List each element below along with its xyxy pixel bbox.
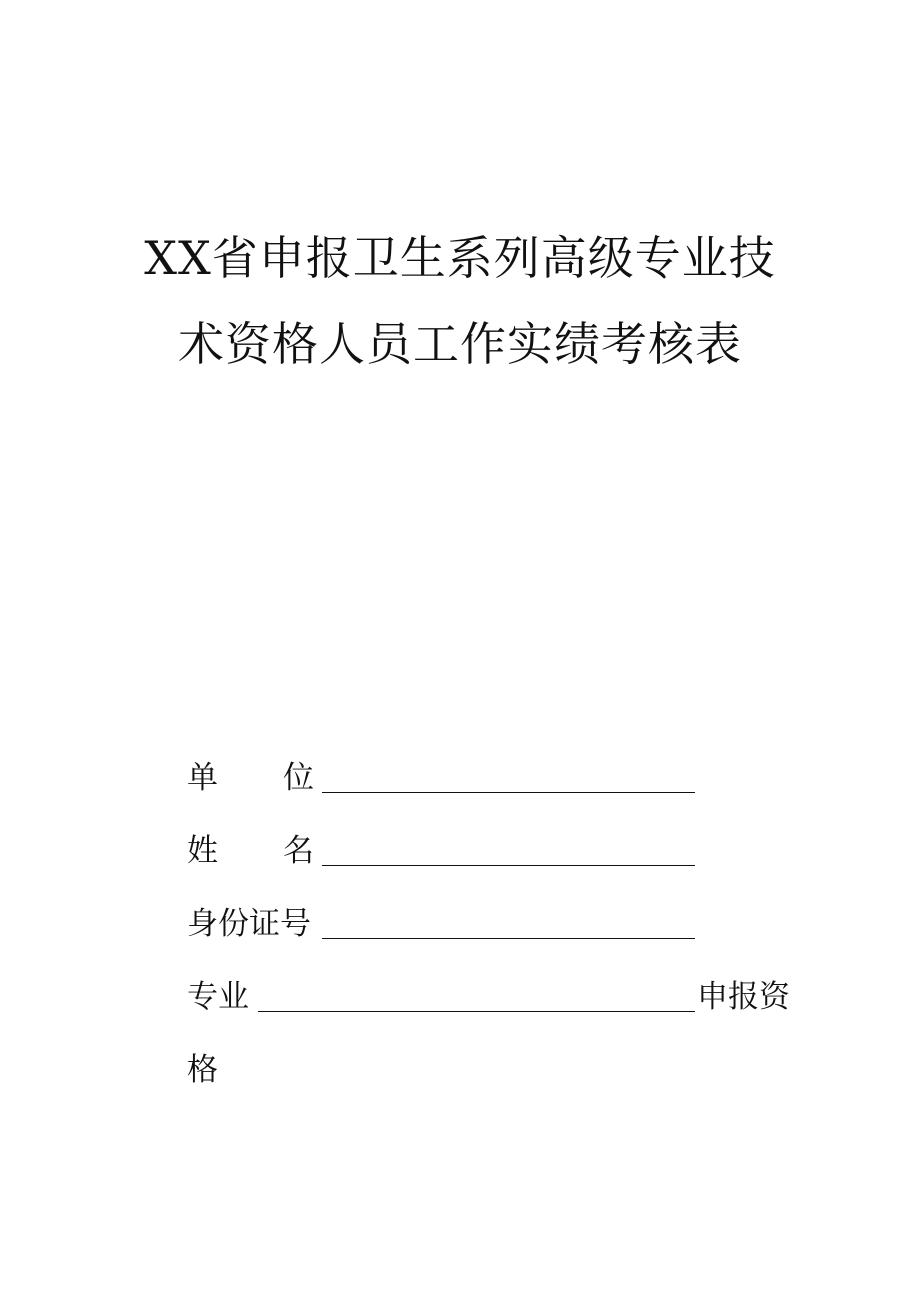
id-number-label: 身份证号 xyxy=(187,906,311,942)
name-label xyxy=(187,831,314,871)
major-label: 专业 xyxy=(187,979,249,1015)
unit-label-char-1: 单 xyxy=(187,760,218,796)
qualification-label: 申报资 xyxy=(697,979,790,1015)
name-label-char-2: 名 xyxy=(283,833,314,869)
unit-label xyxy=(187,758,314,798)
document-title-line-1: XX省申报卫生系列高级专业技 xyxy=(144,231,776,285)
document-title-line-2: 术资格人员工作实绩考核表 xyxy=(178,317,742,371)
unit-label-char-2: 位 xyxy=(283,760,314,796)
id-number-field[interactable] xyxy=(322,938,695,939)
unit-field[interactable] xyxy=(322,792,695,793)
name-field[interactable] xyxy=(322,865,695,866)
qualification-label-wrap: 格 xyxy=(187,1052,218,1088)
name-label-char-1: 姓 xyxy=(187,833,218,869)
major-field[interactable] xyxy=(258,1011,695,1012)
